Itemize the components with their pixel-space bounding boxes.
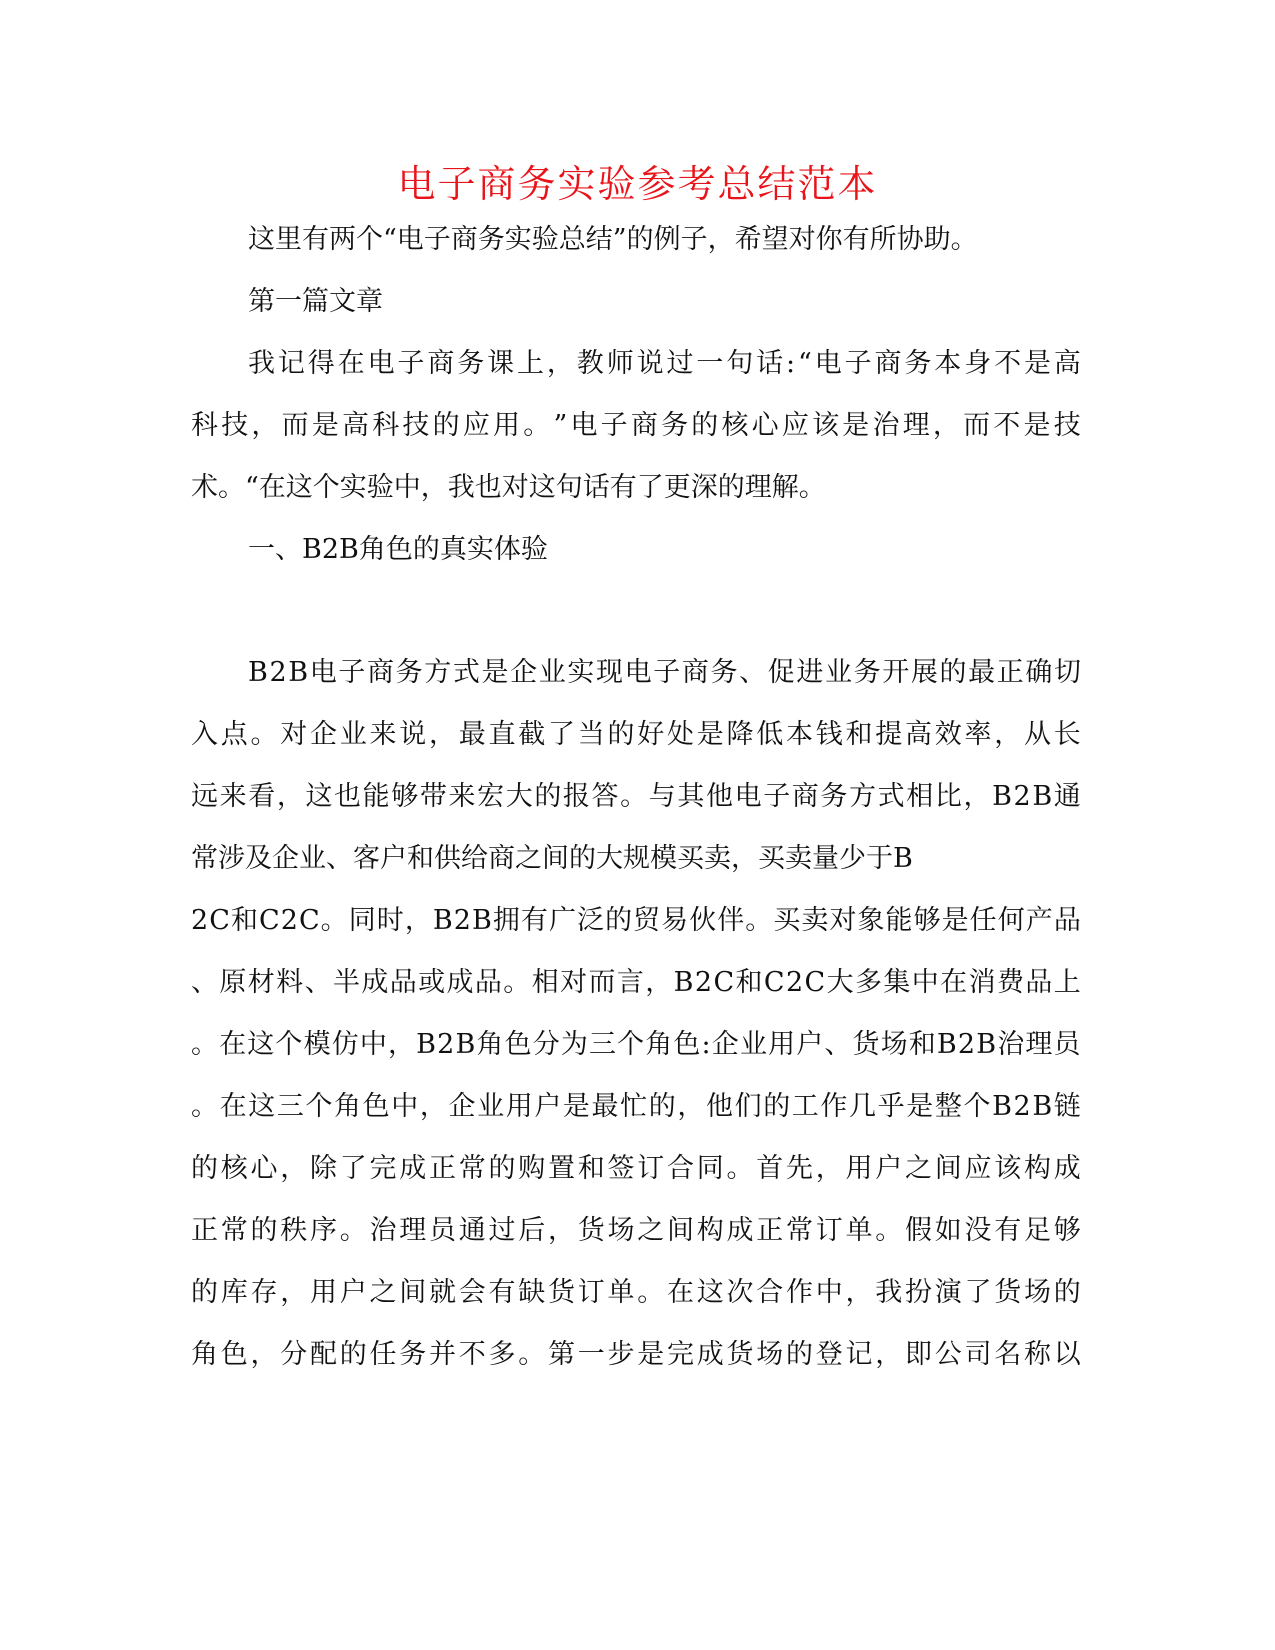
paragraph-2-line: 的 库 存 ， 用 户 之 间 就 会 有 缺 货 订 单 。 在 这 次 合 作 中 ， 我 扮 演 了 货 场 的 — [191, 1277, 1081, 1308]
paragraph-2-line: 2 C 和 C 2 C 。 同 时 ， B 2 B 拥 有 广 泛 的 贸 易 伙 伴 。 买 卖 对 象 能 够 是 任 何 产 品 — [191, 905, 1081, 936]
section-heading: 一、B2B角色的真实体验 — [248, 534, 548, 565]
paragraph-2-line: 、 原 材 料 、 半 成 品 或 成 品 。 相 对 而 言 ， B 2 C 和 C 2 C 大 多 集 中 在 消 费 品 上 — [191, 967, 1081, 998]
paragraph-1-line: 科 技 ， 而 是 高 科 技 的 应 用 。 ” 电 子 商 务 的 核 心 应 该 是 治 理 ， 而 不 是 技 — [191, 410, 1081, 441]
document-title: 电子商务实验参考总结范本 — [397, 162, 878, 206]
paragraph-2-line: 的 核 心 ， 除 了 完 成 正 常 的 购 置 和 签 订 合 同 。 首 先 ， 用 户 之 间 应 该 构 成 — [191, 1153, 1081, 1184]
intro-line: 这里有两个“电子商务实验总结”的例子，希望对你有所协助。 — [248, 224, 978, 255]
paragraph-2-line: 远 来 看 ， 这 也 能 够 带 来 宏 大 的 报 答 。 与 其 他 电 子 商 务 方 式 相 比 ， B 2 B 通 — [191, 781, 1081, 812]
paragraph-2-line: 常涉及企业、客户和供给商之间的大规模买卖，买卖量少于B — [191, 843, 913, 874]
paragraph-1-line: 术。“在这个实验中，我也对这句话有了更深的理解。 — [191, 472, 826, 503]
paragraph-2-line: 。 在 这 三 个 角 色 中 ， 企 业 用 户 是 最 忙 的 ， 他 们 的 工 作 几 乎 是 整 个 B 2 B 链 — [191, 1091, 1081, 1122]
paragraph-2-line: B 2 B 电 子 商 务 方 式 是 企 业 实 现 电 子 商 务 、 促 进 业 务 开 展 的 最 正 确 切 — [248, 657, 1081, 688]
paragraph-2-line: 角 色 ， 分 配 的 任 务 并 不 多 。 第 一 步 是 完 成 货 场 的 登 记 ， 即 公 司 名 称 以 — [191, 1339, 1081, 1370]
paragraph-2-line: 。 在 这 个 模 仿 中 ， B 2 B 角 色 分 为 三 个 角 色 : 企 业 用 户 、 货 场 和 B 2 B 治 理 员 — [191, 1029, 1081, 1060]
paragraph-2-line: 入 点 。 对 企 业 来 说 ， 最 直 截 了 当 的 好 处 是 降 低 本 钱 和 提 高 效 率 ， 从 长 — [191, 719, 1081, 750]
paragraph-1-line: 我 记 得 在 电 子 商 务 课 上 ， 教 师 说 过 一 句 话 : “ 电 子 商 务 本 身 不 是 高 — [248, 348, 1081, 379]
paragraph-2-line: 正 常 的 秩 序 。 治 理 员 通 过 后 ， 货 场 之 间 构 成 正 常 订 单 。 假 如 没 有 足 够 — [191, 1215, 1081, 1246]
section-label: 第一篇文章 — [248, 286, 383, 317]
